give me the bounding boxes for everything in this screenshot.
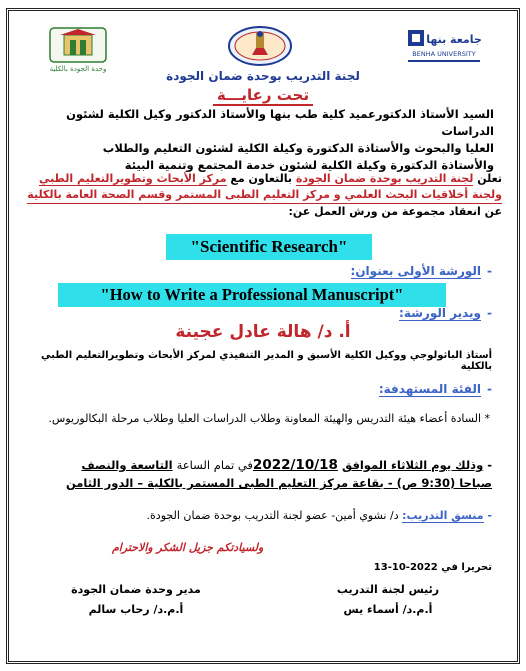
series-title: "Scientific Research" [166,234,372,260]
committee-title: لجنة التدريب بوحدة ضمان الجودة [166,69,360,83]
schedule-paragraph [32,456,492,492]
announcement-line: تعلن لجنة التدريب بوحدة ضمان الجودة بالتعاون مع مركز الأبحاث وتطويرالتعليم الطبي [38,172,502,185]
quality-director-signature [56,580,216,620]
patrons-paragraph [32,106,494,174]
benha-university-logo [402,26,486,74]
announcement-line: ولجنة أخلاقيات البحث العلمي و مركز التعليم الطبى المستمر وقسم الصحة العامة بالكلية [27,187,502,204]
signature-title: رئيس لجنة التدريب [336,583,440,596]
audience-label: -الفئة المستهدفة: [378,382,492,396]
center-highlight: مركز الأبحاث وتطويرالتعليم الطبي [38,172,227,185]
faculty-logo [226,24,294,68]
event-date: 2022/10/18 [252,457,338,473]
patrons-line: العليا والبحوث والأستاذة الدكتورة وكيلة الكلية لشئون التعليم والطلاب [102,141,494,155]
speaker-name: أ. د/ هالة عادل عجينة [175,322,351,342]
schedule-line: - وذلك يوم الثلاثاء الموافق 2022/10/18في تمام الساعة التاسعة والنصف [81,457,492,473]
patrons-line: والأستاذة الدكتورة وكيلة الكلية لشئون خدمة المجتمع وتنمية البيئة [124,158,494,172]
svg-text:جامعة بنها: جامعة بنها [426,33,482,46]
audience-text: * السادة أعضاء هيئة التدريس والهيئة المعاونة وطلاب الدراسات العليا وطلاب مرحلة البكالوريوس. [48,412,490,425]
workshop-title: "How to Write a Professional Manuscript" [58,283,446,307]
closing-thanks: ولسيادتكم جزيل الشكر والاحترام [112,541,264,554]
signature-name: أ.م.د/ أسماء يس [343,603,433,616]
training-head-signature [308,580,468,620]
patronage-heading: تحت رعايـــة [0,86,526,104]
announcement-paragraph [12,171,502,220]
announcement-line: عن انعقاد مجموعة من ورش العمل عن: [288,205,502,218]
signature-title: مدير وحدة ضمان الجودة [71,583,201,596]
speaker-description: أستاذ الباثولوجي ووكيل الكلية الأسبق و المدير التنفيذي لمركز الأبحاث وتطويرالتعليم الطبي بالكلية [41,350,492,372]
patrons-line: السيد الأستاذ الدكتورعميد كلية طب بنها والأستاذ الدكتور وكيل الكلية لشئون الدراسات [66,107,494,138]
coordinator-line: - منسق التدريب: د/ نشوي أمين- عضو لجنة التدريب بوحدة ضمان الجودة. [146,509,492,522]
signature-name: أ.م.د/ رحاب سالم [88,603,184,616]
first-workshop-label: -الورشة الأولى بعنوان: [350,264,492,278]
workshop-manager-label: -ويدير الورشة: [399,306,492,320]
quality-unit-logo [40,26,116,74]
committee-highlight: لجنة التدريب بوحدة ضمان الجودة [295,172,474,185]
schedule-line: صباحا (9:30 ص) - بقاعة مركز التعليم الطبى المستمر بالكلية – الدور الثامن [65,476,492,490]
svg-text:BENHA UNIVERSITY: BENHA UNIVERSITY [412,50,476,58]
svg-text:وحدة الجودة بالكلية: وحدة الجودة بالكلية [49,65,107,73]
issue-date: تحريرا في 2022-10-13 [373,562,492,573]
